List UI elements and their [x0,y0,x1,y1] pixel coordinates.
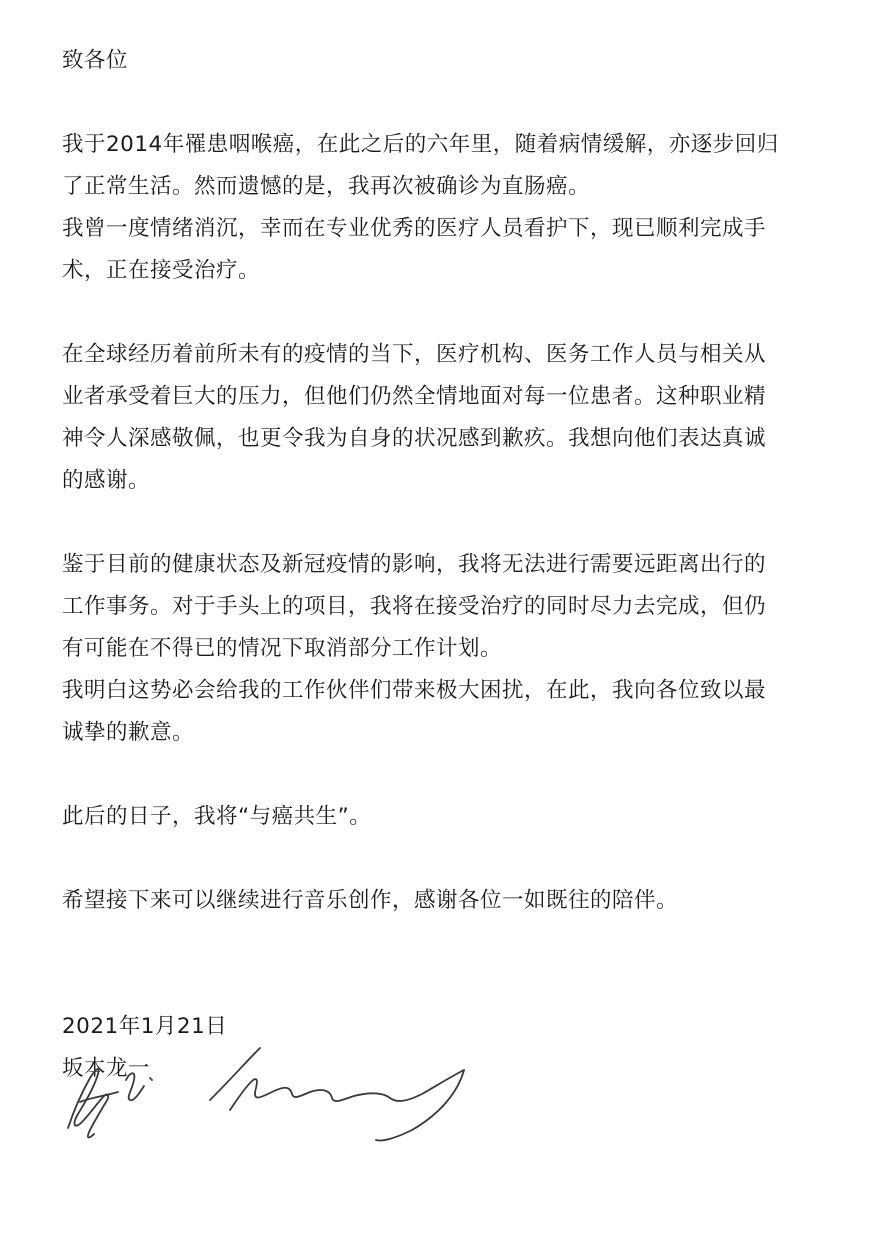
paragraph-1-line-1: 我于2014年罹患咽喉癌，在此之后的六年里，随着病情缓解，亦逐步回归 [62,132,779,157]
paragraph-2-line-4: 的感谢。 [62,468,151,493]
paragraph-4: 此后的日子，我将“与癌共生”。 [62,804,372,829]
paragraph-2-line-2: 业者承受着巨大的压力，但他们仍然全情地面对每一位患者。这种职业精 [62,384,767,409]
paragraph-3-line-4: 我明白这势必会给我的工作伙伴们带来极大困扰，在此，我向各位致以最 [62,678,767,703]
paragraph-3-line-3: 有可能在不得已的情况下取消部分工作计划。 [62,636,503,661]
paragraph-gap [62,82,832,124]
signer-name: 坂本龙一 [62,1056,151,1081]
salutation: 致各位 [62,48,129,73]
paragraph-1-line-3: 我曾一度情绪消沉，幸而在专业优秀的医疗人员看护下，现已顺利完成手 [62,216,767,241]
paragraph-gap [62,964,832,1006]
signature-drawing [60,1040,480,1150]
paragraph-gap [62,754,832,796]
paragraph-gap [62,922,832,964]
paragraph-5: 希望接下来可以继续进行音乐创作，感谢各位一如既往的陪伴。 [62,888,679,913]
paragraph-gap [62,292,832,334]
paragraph-3-line-2: 工作事务。对于手头上的项目，我将在接受治疗的同时尽力去完成，但仍 [62,594,767,619]
paragraph-2-line-1: 在全球经历着前所未有的疫情的当下，医疗机构、医务工作人员与相关从 [62,342,767,367]
paragraph-3-line-5: 诚挚的歉意。 [62,720,195,745]
letter-body [62,40,832,1090]
paragraph-1-line-4: 术，正在接受治疗。 [62,258,261,283]
paragraph-3-line-1: 鉴于目前的健康状态及新冠疫情的影响，我将无法进行需要远距离出行的 [62,552,767,577]
letter-date: 2021年1月21日 [62,1014,228,1039]
handwritten-signature [60,1040,480,1150]
paragraph-2-line-3: 神令人深感敬佩，也更令我为自身的状况感到歉疚。我想向他们表达真诚 [62,426,767,451]
paragraph-1-line-2: 了正常生活。然而遗憾的是，我再次被确诊为直肠癌。 [62,174,591,199]
paragraph-gap [62,838,832,880]
paragraph-gap [62,502,832,544]
